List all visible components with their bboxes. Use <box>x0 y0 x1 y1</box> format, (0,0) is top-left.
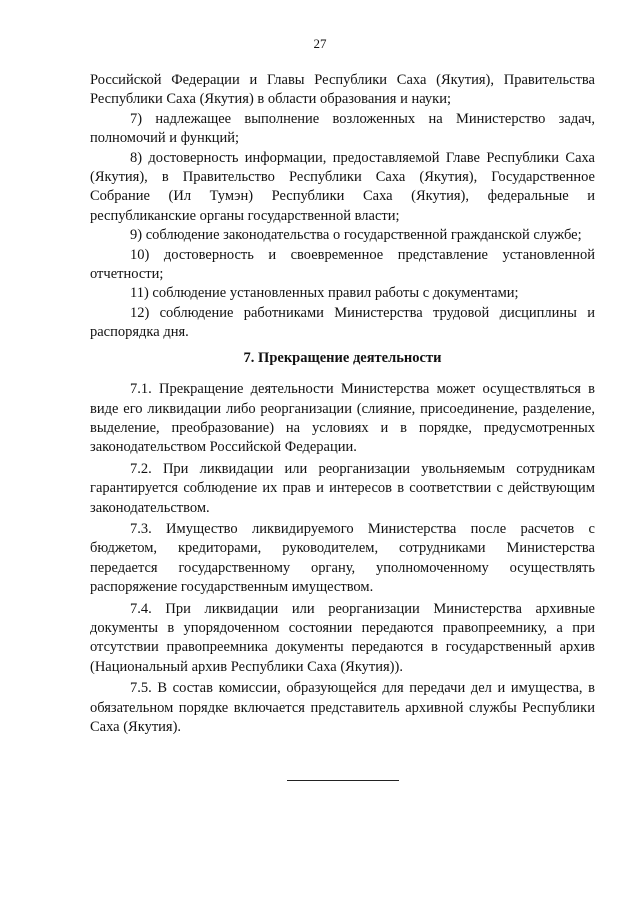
clause-7-4: 7.4. При ликвидации или реорганизации Министерства архивные документы в упорядоченном состоянии передаются правопреемнику, а при отсутствии правопреемника документы передаются в государственный архив (Национальный архив Республики Саха (Якутия)). <box>90 600 595 675</box>
clause-7-5: 7.5. В состав комиссии, образующейся для передачи дел и имущества, в обязательном порядке включается представитель архивной службы Республики Саха (Якутия). <box>90 680 595 735</box>
list-item-10: 10) достоверность и своевременное представление установленной отчетности; <box>90 246 595 283</box>
list-item-12: 12) соблюдение работниками Министерства трудовой дисциплины и распорядка дня. <box>90 304 595 341</box>
list-item-8: 8) достоверность информации, предоставляемой Главе Республики Саха (Якутия), в Правительство Республики Саха (Якутия), Государственное Собрание (Ил Тумэн) Республики Саха (Якутия), федеральные и республиканские органы государственной власти; <box>90 149 595 224</box>
clause-7-2: 7.2. При ликвидации или реорганизации увольняемым сотрудникам гарантируется соблюдение их прав и интересов в соответствии с действующим законодательством. <box>90 460 595 516</box>
clause-7-3: 7.3. Имущество ликвидируемого Министерства после расчетов с бюджетом, кредиторами, руководителем, сотрудниками Министерства передается государственному органу, уполномоченному осуществлять распоряжение государственным имуществом. <box>90 520 595 596</box>
list-item-7: 7) надлежащее выполнение возложенных на Министерство задач, полномочий и функций; <box>90 110 595 147</box>
end-separator-line <box>287 780 399 781</box>
page-number: 27 <box>313 36 327 51</box>
clause-7-1: 7.1. Прекращение деятельности Министерства может осуществляться в виде его ликвидации либо реорганизации (слияние, присоединение, разделение, выделение, преобразование) на условиях и в порядке, предусмотренных законодательством Российской Федерации. <box>90 381 595 456</box>
document-body <box>90 71 595 737</box>
list-item-11: 11) соблюдение установленных правил работы с документами; <box>130 285 519 302</box>
section-heading: 7. Прекращение деятельности <box>243 349 442 366</box>
list-item-9: 9) соблюдение законодательства о государственной гражданской службе; <box>130 227 582 244</box>
paragraph-continuation: Российской Федерации и Главы Республики Саха (Якутия), Правительства Республики Саха (Якутия) в области образования и науки; <box>90 72 595 108</box>
